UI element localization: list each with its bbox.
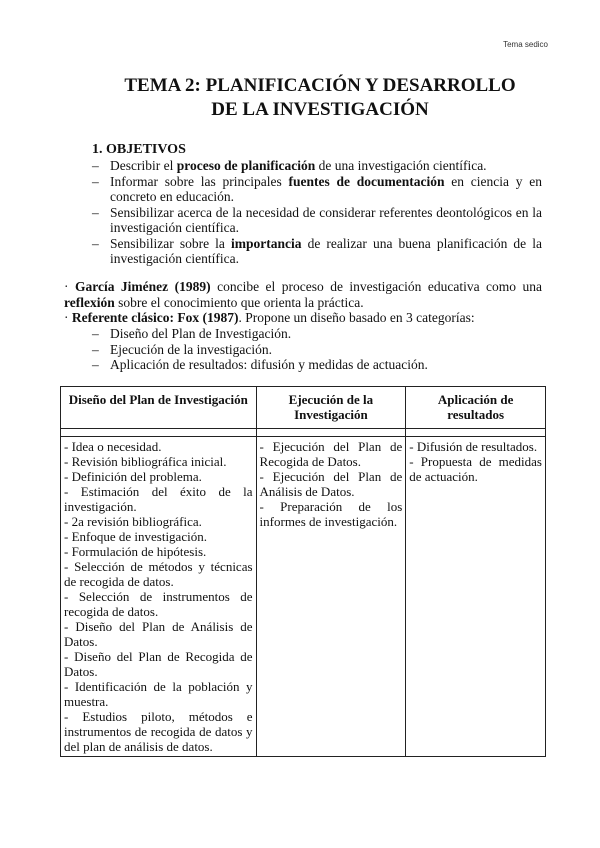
table-header-design: Diseño del Plan de Investigación	[61, 387, 257, 429]
list-item: - Ejecución del Plan de Análisis de Datos.	[259, 469, 403, 499]
list-item: - Selección de métodos y técnicas de recogida de datos.	[64, 559, 253, 589]
objective-item: – Informar sobre las principales fuentes de documentación en ciencia y en concreto en educación.	[92, 174, 542, 205]
title-line-1: TEMA 2: PLANIFICACIÓN Y DESARROLLO	[124, 75, 516, 96]
list-item: - Propuesta de medidas de actuación.	[409, 454, 542, 484]
list-item: - Diseño del Plan de Análisis de Datos.	[64, 619, 253, 649]
list-item: - Identificación de la población y muestra.	[64, 679, 253, 709]
objective-item: – Describir el proceso de planificación de una investigación científica.	[92, 158, 542, 174]
list-item: - Formulación de hipótesis.	[64, 544, 207, 559]
objective-item: – Sensibilizar sobre la importancia de realizar una buena planificación de la investigación científica.	[92, 236, 542, 267]
title-line-2: DE LA INVESTIGACIÓN	[211, 99, 429, 120]
categories-list	[92, 326, 532, 373]
page-title	[60, 74, 580, 122]
table-header-application: Aplicación de resultados	[406, 387, 546, 429]
list-item: - Selección de instrumentos de recogida de datos.	[64, 589, 253, 619]
table-header-execution: Ejecución de la Investigación	[256, 387, 406, 429]
table-cell-application	[406, 437, 546, 757]
header-note: Tema sedico	[503, 40, 548, 49]
objective-item: – Sensibilizar acerca de la necesidad de considerar referentes deontológicos en la investigación científica.	[92, 205, 542, 236]
objectives-list	[92, 158, 542, 267]
list-item: - Estimación del éxito de la investigación.	[64, 484, 253, 514]
list-item: - Ejecución del Plan de Recogida de Datos.	[259, 439, 403, 469]
list-item: - Definición del problema.	[64, 469, 202, 484]
list-item: - Enfoque de investigación.	[64, 529, 207, 544]
table-cell-design	[61, 437, 257, 757]
list-item: - Preparación de los informes de investigación.	[259, 499, 403, 529]
list-item: - Revisión bibliográfica inicial.	[64, 454, 227, 469]
list-item: - Difusión de resultados.	[409, 439, 538, 454]
objectives-heading: 1. OBJETIVOS	[92, 142, 186, 157]
list-item: - 2a revisión bibliográfica.	[64, 514, 202, 529]
list-item: - Idea o necesidad.	[64, 439, 162, 454]
table-cell-execution	[256, 437, 406, 757]
garcia-paragraph: · García Jiménez (1989) concibe el proceso de investigación educativa como una reflexión sobre el conocimiento que orienta la práctica.	[64, 279, 542, 310]
category-item: – Diseño del Plan de Investigación.	[92, 326, 532, 342]
list-item: - Estudios piloto, métodos e instrumentos de recogida de datos y del plan de análisis de datos.	[64, 709, 253, 754]
category-item: – Aplicación de resultados: difusión y medidas de actuación.	[92, 357, 532, 373]
list-item: - Diseño del Plan de Recogida de Datos.	[64, 649, 253, 679]
fox-paragraph: · Referente clásico: Fox (1987). Propone un diseño basado en 3 categorías:	[64, 310, 475, 325]
category-item: – Ejecución de la investigación.	[92, 342, 532, 358]
categories-table	[60, 386, 546, 757]
